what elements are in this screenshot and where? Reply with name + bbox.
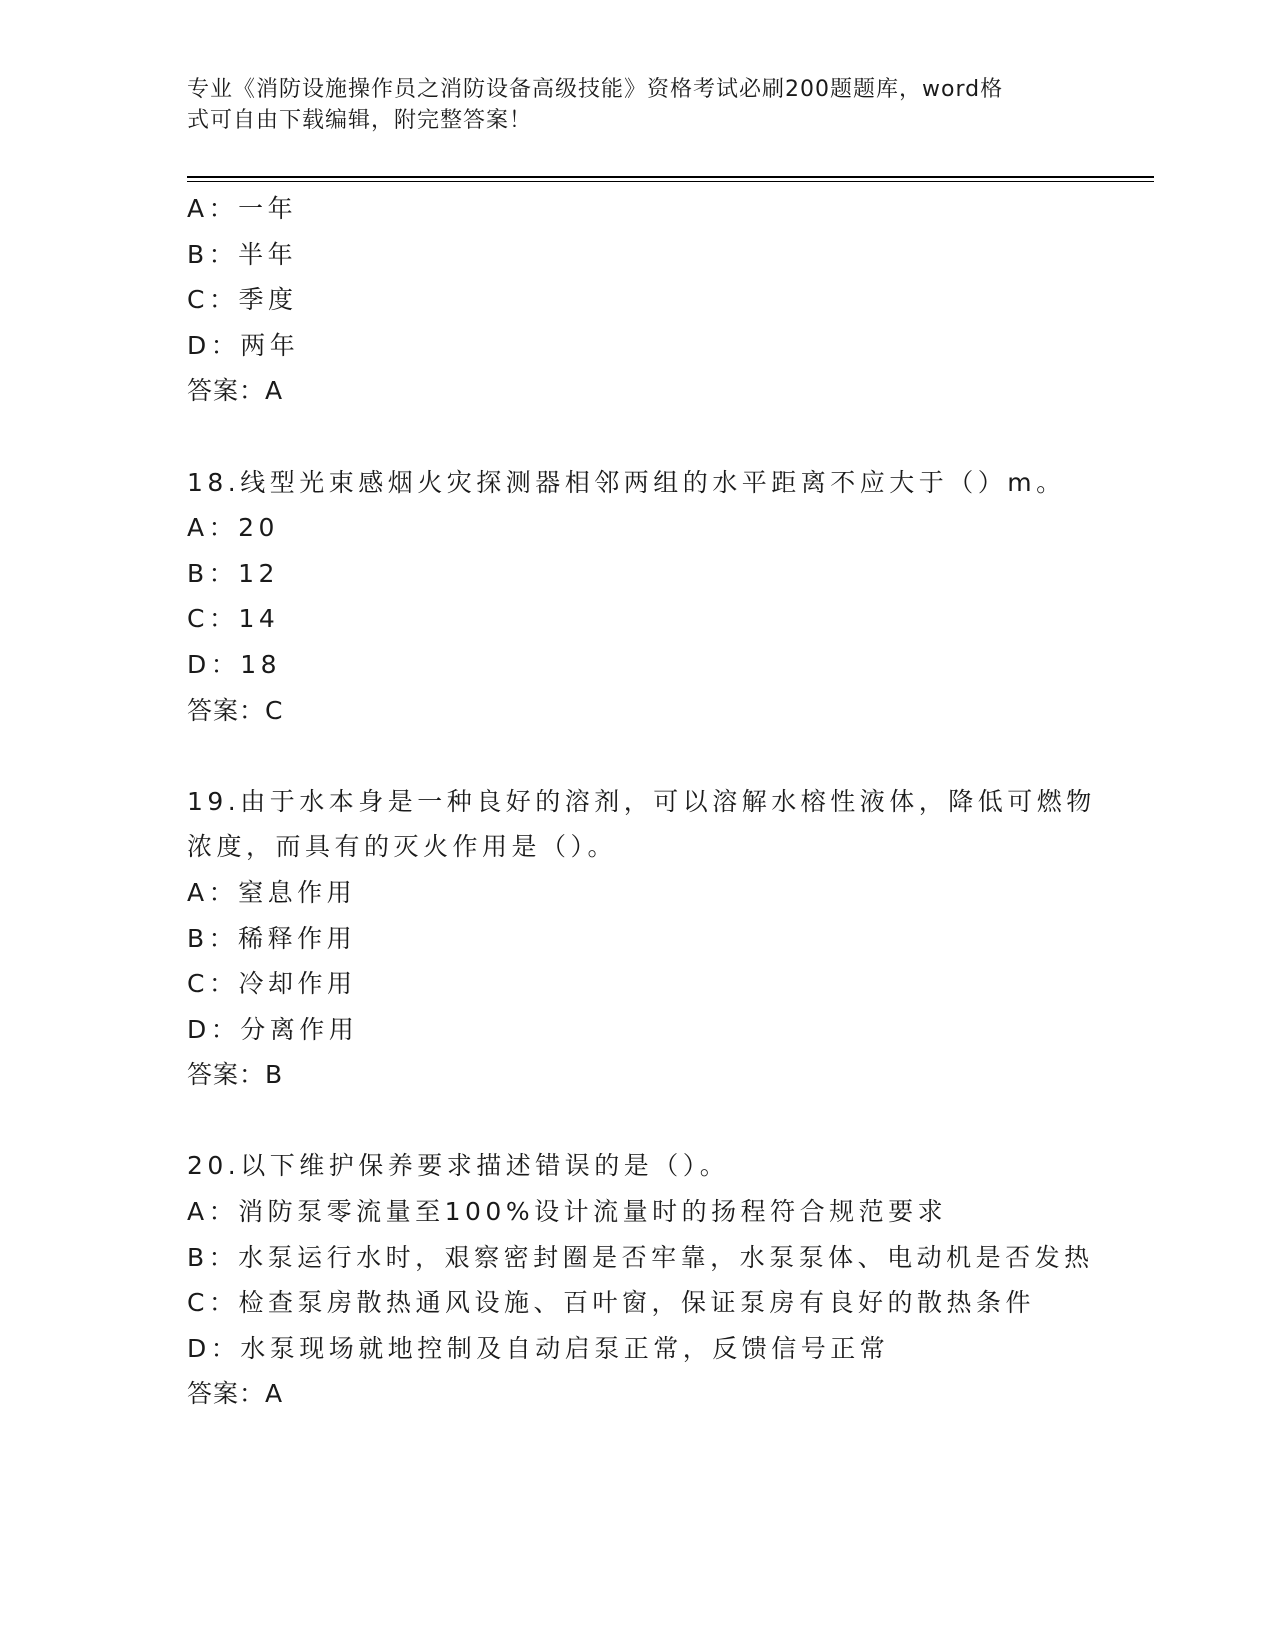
- option-c: C：14: [187, 604, 280, 634]
- option-b: B：水泵运行水时，艰察密封圈是否牢靠，水泵泵体、电动机是否发热: [187, 1242, 1094, 1272]
- answer-line: 答案：B: [187, 1060, 284, 1090]
- option-d: D：两年: [187, 330, 300, 360]
- question-stem: 18.线型光束感烟火灾探测器相邻两组的水平距离不应大于（）m。: [187, 467, 1066, 497]
- spacer: [187, 414, 1087, 460]
- answer-line: 答案：A: [187, 1379, 284, 1409]
- option-b: B：半年: [187, 239, 298, 269]
- option-a: A：20: [187, 513, 279, 543]
- header-title-line-1: 专业《消防设施操作员之消防设备高级技能》资格考试必刷200题题库，word格: [187, 77, 1004, 102]
- question-20: [187, 1143, 1094, 1417]
- question-stem: 20.以下维护保养要求描述错误的是（）。: [187, 1151, 730, 1181]
- option-c: C：季度: [187, 285, 298, 315]
- question-19: [187, 779, 1096, 1098]
- option-b: B：稀释作用: [187, 923, 357, 953]
- option-b: B：12: [187, 558, 279, 588]
- question-17: [187, 186, 1087, 414]
- answer-line: 答案：C: [187, 695, 284, 725]
- option-a: A：消防泵零流量至100%设计流量时的扬程符合规范要求: [187, 1197, 948, 1227]
- option-d: D：18: [187, 649, 282, 679]
- option-d: D：水泵现场就地控制及自动启泵正常，反馈信号正常: [187, 1333, 890, 1363]
- option-a: A：窒息作用: [187, 877, 357, 907]
- option-d: D：分离作用: [187, 1014, 359, 1044]
- spacer: [187, 1098, 1087, 1144]
- spacer: [187, 733, 1087, 779]
- document-header: [187, 74, 1067, 136]
- option-c: C：检查泵房散热通风设施、百叶窗，保证泵房有良好的散热条件: [187, 1288, 1035, 1318]
- header-divider-thin: [187, 181, 1154, 182]
- answer-line: 答案：A: [187, 376, 284, 406]
- question-stem-line-2: 浓度，而具有的灭火作用是（）。: [187, 832, 618, 862]
- header-divider-thick: [187, 176, 1154, 178]
- question-18: [187, 460, 1087, 734]
- option-c: C：冷却作用: [187, 969, 357, 999]
- option-a: A：一年: [187, 194, 298, 223]
- question-list: [187, 186, 1096, 1417]
- header-title-line-2: 式可自由下载编辑，附完整答案！: [187, 108, 533, 133]
- question-stem-line-1: 19.由于水本身是一种良好的溶剂，可以溶解水榕性液体，降低可燃物: [187, 786, 1096, 816]
